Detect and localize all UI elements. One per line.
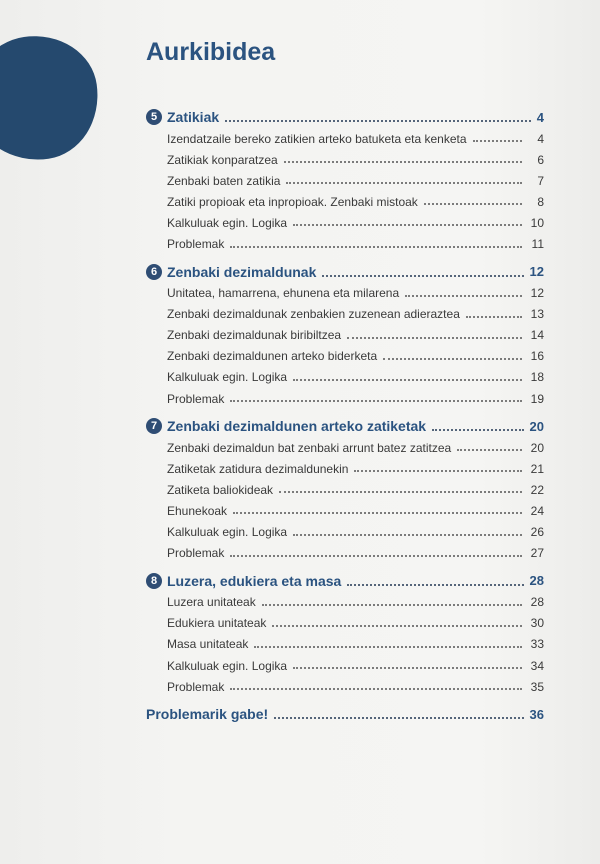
toc-entry-label: Zenbaki baten zatikia: [167, 173, 281, 188]
toc-entry-label: Zatikiak konparatzea: [167, 152, 278, 167]
decorative-blob: [0, 28, 106, 168]
toc-entry[interactable]: [146, 283, 544, 304]
dot-leader: [293, 658, 522, 669]
dot-leader: [322, 265, 523, 277]
toc-entry[interactable]: [146, 191, 544, 212]
table-of-contents: [146, 106, 544, 725]
toc-entry[interactable]: [146, 634, 544, 655]
toc-section-heading[interactable]: [146, 415, 544, 437]
toc-entry[interactable]: [146, 437, 544, 458]
toc-entry-label: Kalkuluak egin. Logika: [167, 658, 288, 673]
section-page-number: 28: [529, 573, 544, 589]
toc-entry[interactable]: [146, 346, 544, 367]
toc-entry-page-number: 20: [530, 440, 544, 455]
dot-leader: [262, 595, 522, 606]
toc-entry-label: Problemak: [167, 546, 225, 561]
dot-leader: [225, 110, 531, 122]
final-entry-page-number: 36: [529, 706, 544, 722]
toc-entry-page-number: 22: [530, 482, 544, 497]
section-page-number: 4: [536, 109, 544, 125]
section-title: Zenbaki dezimaldunen arteko zatiketak: [167, 418, 427, 435]
dot-leader: [383, 349, 522, 360]
toc-entry-label: Zatiketak zatidura dezimaldunekin: [167, 461, 349, 476]
toc-entry-page-number: 18: [530, 370, 544, 385]
toc-entry-label: Zenbaki dezimaldunak biribiltzea: [167, 328, 342, 343]
toc-entry-page-number: 8: [537, 194, 544, 209]
toc-section: [146, 261, 544, 410]
page-title: Aurkibidea: [146, 38, 276, 66]
dot-leader: [347, 328, 522, 339]
dot-leader: [286, 173, 522, 184]
toc-entry-page-number: 4: [537, 131, 544, 146]
toc-entry-page-number: 7: [537, 173, 544, 188]
toc-section: [146, 570, 544, 697]
toc-entry[interactable]: [146, 388, 544, 409]
toc-entry-page-number: 28: [530, 595, 544, 610]
section-page-number: 20: [529, 418, 544, 434]
toc-entry-page-number: 13: [530, 307, 544, 322]
dot-leader: [272, 616, 522, 627]
dot-leader: [230, 237, 522, 248]
toc-entry-label: Zatiketa baliokideak: [167, 482, 274, 497]
toc-final-entry[interactable]: [146, 703, 544, 725]
dot-leader: [293, 215, 522, 226]
toc-section-heading[interactable]: [146, 261, 544, 283]
toc-entry[interactable]: [146, 325, 544, 346]
toc-entry[interactable]: [146, 458, 544, 479]
dot-leader: [405, 286, 522, 297]
toc-entry-page-number: 35: [530, 679, 544, 694]
toc-entry-page-number: 6: [537, 152, 544, 167]
dot-leader: [230, 391, 522, 402]
section-number-badge: 6: [146, 264, 162, 280]
toc-entry-label: Masa unitateak: [167, 637, 249, 652]
dot-leader: [293, 525, 522, 536]
toc-section-heading[interactable]: [146, 570, 544, 592]
dot-leader: [279, 482, 522, 493]
toc-entry[interactable]: [146, 479, 544, 500]
section-number-badge: 5: [146, 109, 162, 125]
toc-entry-label: Problemak: [167, 679, 225, 694]
toc-entry-label: Edukiera unitateak: [167, 616, 267, 631]
toc-entry-label: Unitatea, hamarrena, ehunena eta milarena: [167, 286, 400, 301]
section-number-badge: 7: [146, 418, 162, 434]
dot-leader: [230, 546, 522, 557]
toc-entry-page-number: 34: [530, 658, 544, 673]
dot-leader: [254, 637, 522, 648]
toc-entry[interactable]: [146, 522, 544, 543]
dot-leader: [293, 370, 522, 381]
dot-leader: [354, 461, 522, 472]
toc-entry-page-number: 16: [530, 349, 544, 364]
toc-entry[interactable]: [146, 149, 544, 170]
dot-leader: [432, 419, 523, 431]
toc-entry[interactable]: [146, 233, 544, 254]
toc-entry[interactable]: [146, 543, 544, 564]
toc-entry-label: Problemak: [167, 237, 225, 252]
toc-entry-page-number: 12: [530, 286, 544, 301]
toc-entry[interactable]: [146, 500, 544, 521]
toc-entry-page-number: 19: [530, 391, 544, 406]
toc-entry-page-number: 27: [530, 546, 544, 561]
toc-entry[interactable]: [146, 304, 544, 325]
dot-leader: [274, 707, 523, 719]
section-title: Luzera, edukiera eta masa: [167, 572, 342, 589]
dot-leader: [424, 194, 522, 205]
dot-leader: [347, 574, 523, 586]
section-page-number: 12: [529, 264, 544, 280]
toc-entry-label: Ehunekoak: [167, 503, 228, 518]
toc-entry-label: Zatiki propioak eta inpropioak. Zenbaki mistoak: [167, 194, 418, 209]
toc-entry-page-number: 10: [530, 215, 544, 230]
dot-leader: [457, 440, 522, 451]
toc-entry-label: Izendatzaile bereko zatikien arteko batuketa eta kenketa: [167, 131, 467, 146]
toc-entry-label: Luzera unitateak: [167, 595, 256, 610]
dot-leader: [230, 679, 522, 690]
toc-entry[interactable]: [146, 592, 544, 613]
toc-entry-page-number: 11: [531, 237, 544, 252]
toc-entry-page-number: 24: [530, 503, 544, 518]
dot-leader: [466, 307, 522, 318]
toc-entry[interactable]: [146, 170, 544, 191]
final-entry-title: Problemarik gabe!: [146, 706, 269, 723]
toc-entry-page-number: 14: [530, 328, 544, 343]
toc-entry[interactable]: [146, 367, 544, 388]
section-title: Zatikiak: [167, 109, 220, 125]
toc-entry[interactable]: [146, 676, 544, 697]
toc-entry[interactable]: [146, 128, 544, 149]
toc-entry-page-number: 21: [530, 461, 544, 476]
toc-entry-label: Problemak: [167, 391, 225, 406]
toc-section-heading[interactable]: [146, 106, 544, 128]
section-title: Zenbaki dezimaldunak: [167, 263, 317, 280]
toc-entry-page-number: 26: [530, 525, 544, 540]
toc-entry-label: Zenbaki dezimaldunak zenbakien zuzenean adieraztea: [167, 307, 460, 322]
toc-section: [146, 106, 544, 255]
toc-entry[interactable]: [146, 655, 544, 676]
toc-entry-label: Kalkuluak egin. Logika: [167, 215, 288, 230]
toc-entry-label: Kalkuluak egin. Logika: [167, 370, 288, 385]
toc-entry[interactable]: [146, 613, 544, 634]
dot-leader: [284, 152, 522, 163]
dot-leader: [233, 503, 522, 514]
toc-entry[interactable]: [146, 212, 544, 233]
toc-entry-label: Zenbaki dezimaldun bat zenbaki arrunt batez zatitzea: [167, 440, 452, 455]
toc-entry-label: Zenbaki dezimaldunen arteko biderketa: [167, 349, 378, 364]
toc-entry-page-number: 33: [530, 637, 544, 652]
toc-section: [146, 415, 544, 564]
toc-entry-page-number: 30: [530, 616, 544, 631]
dot-leader: [473, 131, 522, 142]
toc-entry-label: Kalkuluak egin. Logika: [167, 525, 288, 540]
section-number-badge: 8: [146, 573, 162, 589]
